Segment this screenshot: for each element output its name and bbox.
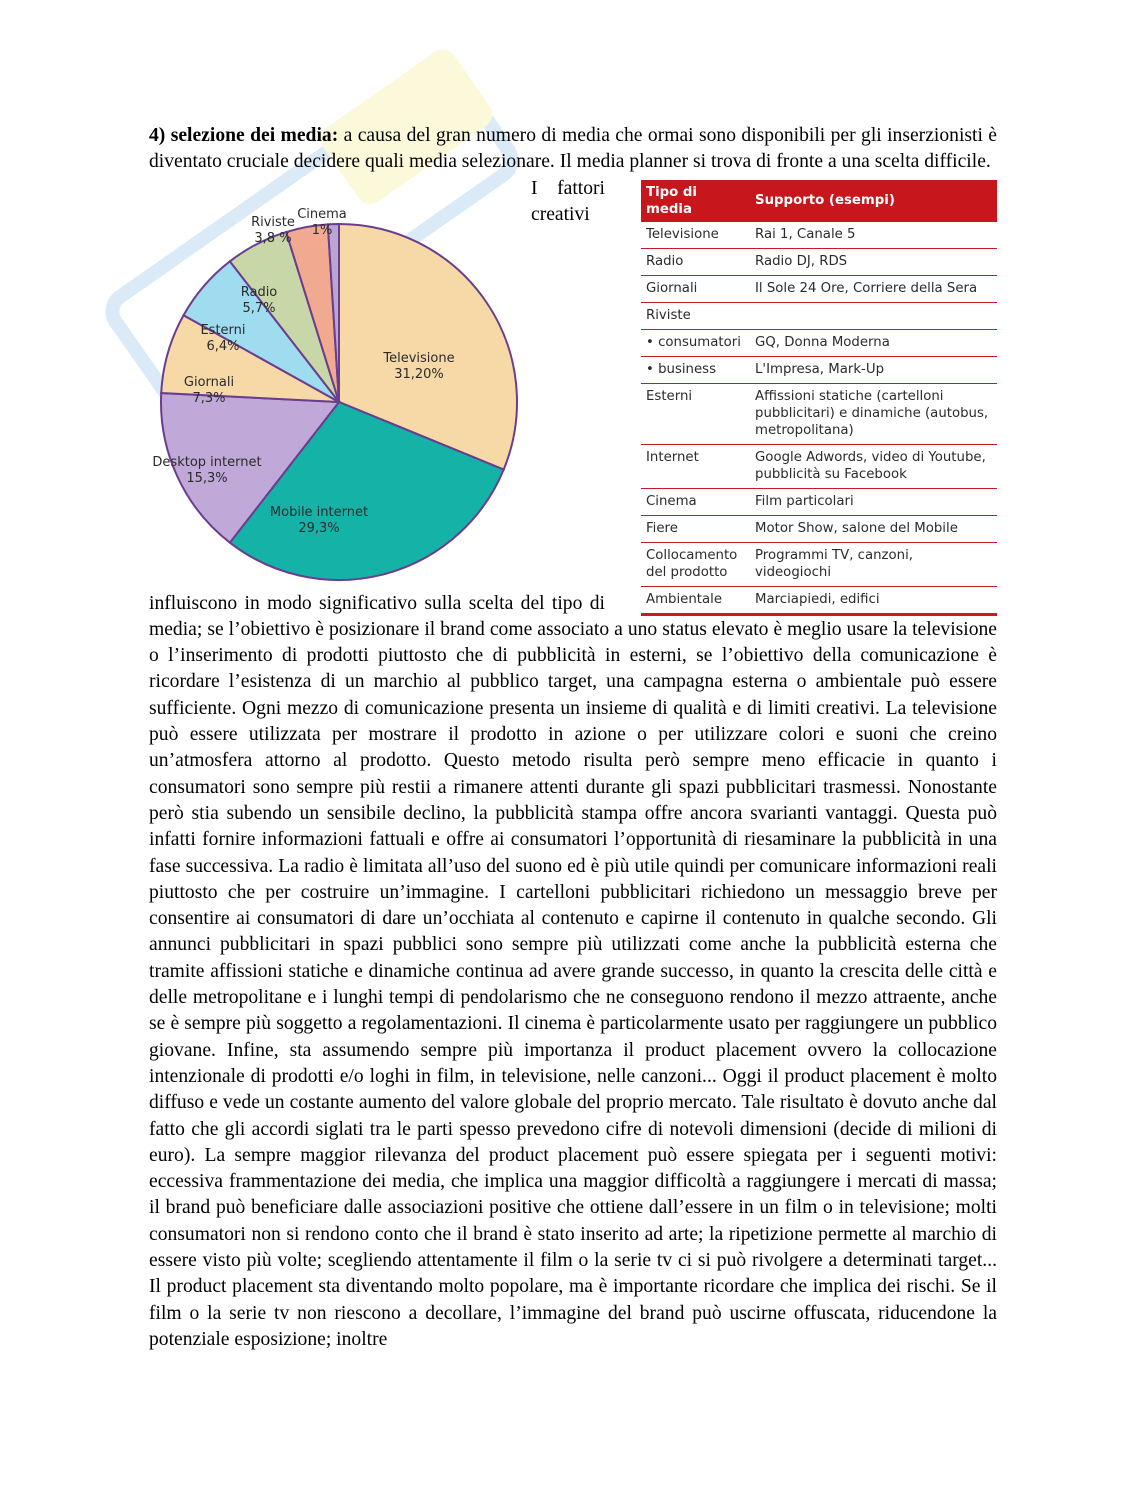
body-paragraph: I fattori creativi influiscono in modo significativo sulla scelta del tipo di media; se l’obiettivo è posizionare il brand come associato a uno status elevato è meglio usare la televisione o l’inserimento di prodotti piuttosto che di pubblicità in esterni, se l’obiettivo della comunicazione è ricordare l’esistenza di un marchio al pubblico target, una campagna esterna o ambientale può essere sufficiente. Ogni mezzo di comunicazione presenta un insieme di qualità e di limiti creativi. La televisione può essere utilizzata per mostrare il prodotto in azione o per utilizzare colori e suoni che creino un’atmosfera attorno al prodotto. Questo metodo risulta però sempre meno efficacie in quanto i consumatori sono sempre più restii a rimanere attenti durante gli spazi pubblicitari trasmessi. Nonostante però stia subendo un sensibile declino, la pubblicità stampa offre ancora svarianti vantaggi. Questa può infatti fornire informazioni fattuali e offre ai consumatori l’opportunità di riesaminare la pubblicità in una fase successiva. La radio è limitata all’uso del suono ed è più utile quindi per comunicare informazioni reali piuttosto che per costruire un’immagine. I cartelloni pubblicitari richiedono un messaggio breve per consentire ai consumatori di dare un’occhiata al contenuto e capirne il contenuto in qualche secondo. Gli annunci pubblicitari in spazi pubblici sono sempre più utilizzati come anche la pubblicità esterna che tramite affissioni statiche e dinamiche continua ad avere grande successo, in quanto la crescita delle città e delle metropolitane e i lunghi tempi di pendolarismo che ne conseguono rendono il mezzo attraente, anche se è sempre più soggetto a regolamentazioni. Il cinema è particolarmente usato per raggiungere un pubblico giovane. Infine, sta assumendo sempre più importanza il product placement ovvero la collocazione intenzionale di prodotti e/o loghi in film, in televisione, nelle canzoni... Oggi il product placement è molto diffuso e vede un costante aumento del valore globale del proprio mercato. Tale risultato è dovuto anche dal fatto che gli accordi siglati tra le parti spesso prevedono cifre di notevoli dimensioni (decide di milioni di euro). La sempre maggior rilevanza del product placement può essere spiegata per i seguenti motivi: eccessiva frammentazione dei media, che implica una maggior difficoltà a raggiungere i mercati di massa; il brand può beneficiare dalle associazioni positive che ottiene dall’essere in un film o in televisione; molti consumatori non si rendono conto che il brand è stato inserito ad arte; la ripetizione permette al marchio di essere visto più volte; scegliendo attentamente il film o la serie tv ci si può rivolgere a determinati target... Il product placement sta diventando molto popolare, ma è importante ricordare che implica dei rischi. Se il film o la serie tv non riescono a decollare, l’immagine del brand può uscirne offuscata, riducendone la potenziale esposizione; inoltre: [149, 177, 997, 1350]
pie-label-cinema: Cinema 1%: [297, 206, 347, 238]
media-support-cell: Radio DJ, RDS: [750, 248, 997, 275]
table-row: [641, 542, 997, 586]
media-table-container: [619, 180, 997, 610]
table-row: [641, 248, 997, 275]
table-row: [641, 329, 997, 356]
media-support-cell: Marciapiedi, edifici: [750, 586, 997, 614]
media-type-cell: Televisione: [641, 222, 750, 249]
section-heading: 4) selezione dei media:: [149, 125, 339, 146]
media-type-cell: Internet: [641, 444, 750, 488]
media-type-cell: • consumatori: [641, 329, 750, 356]
media-support-cell: GQ, Donna Moderna: [750, 329, 997, 356]
media-type-cell: Radio: [641, 248, 750, 275]
media-type-cell: Giornali: [641, 275, 750, 302]
table-row: [641, 383, 997, 444]
table-row: [641, 586, 997, 614]
pie-chart-container: [149, 186, 521, 591]
media-type-cell: Fiere: [641, 515, 750, 542]
table-row: [641, 302, 997, 329]
media-table: [641, 180, 997, 616]
media-support-cell: Film particolari: [750, 488, 997, 515]
table-row: [641, 444, 997, 488]
media-type-cell: Collocamento del prodotto: [641, 542, 750, 586]
media-support-cell: Il Sole 24 Ore, Corriere della Sera: [750, 275, 997, 302]
media-type-cell: Ambientale: [641, 586, 750, 614]
table-row: [641, 515, 997, 542]
pie-label-mobile-internet: Mobile internet 29,3%: [269, 504, 369, 536]
media-type-cell: Cinema: [641, 488, 750, 515]
media-support-cell: [750, 302, 997, 329]
pie-label-televisione: Televisione 31,20%: [383, 350, 455, 382]
media-support-cell: Rai 1, Canale 5: [750, 222, 997, 249]
media-support-cell: Affissioni statiche (cartelloni pubblicitari) e dinamiche (autobus, metropolitana): [750, 383, 997, 444]
media-type-cell: • business: [641, 356, 750, 383]
pie-label-esterni: Esterni 6,4%: [200, 322, 246, 354]
table-row: [641, 222, 997, 249]
pie-label-desktop-internet: Desktop internet 15,3%: [152, 454, 262, 486]
pie-label-radio: Radio 5,7%: [240, 284, 278, 316]
media-support-cell: Programmi TV, canzoni, videogiochi: [750, 542, 997, 586]
table-header-type: Tipo di media: [641, 180, 750, 222]
document-page: [149, 123, 997, 1353]
media-support-cell: L'Impresa, Mark-Up: [750, 356, 997, 383]
table-row: [641, 356, 997, 383]
pie-chart: [149, 186, 521, 591]
table-row: [641, 275, 997, 302]
media-support-cell: Google Adwords, video di Youtube, pubblicità su Facebook: [750, 444, 997, 488]
table-row: [641, 488, 997, 515]
pie-label-riviste: Riviste 3,8 %: [251, 214, 295, 246]
table-header-support: Supporto (esempi): [750, 180, 997, 222]
media-support-cell: Motor Show, salone del Mobile: [750, 515, 997, 542]
intro-paragraph: 4) selezione dei media: a causa del gran numero di media che ormai sono disponibili per gli inserzionisti è diventato cruciale decidere quali media selezionare. Il media planner si trova di fronte a una scelta difficile.: [149, 125, 997, 173]
media-type-cell: Riviste: [641, 302, 750, 329]
pie-label-giornali: Giornali 7,3%: [183, 374, 235, 406]
media-type-cell: Esterni: [641, 383, 750, 444]
